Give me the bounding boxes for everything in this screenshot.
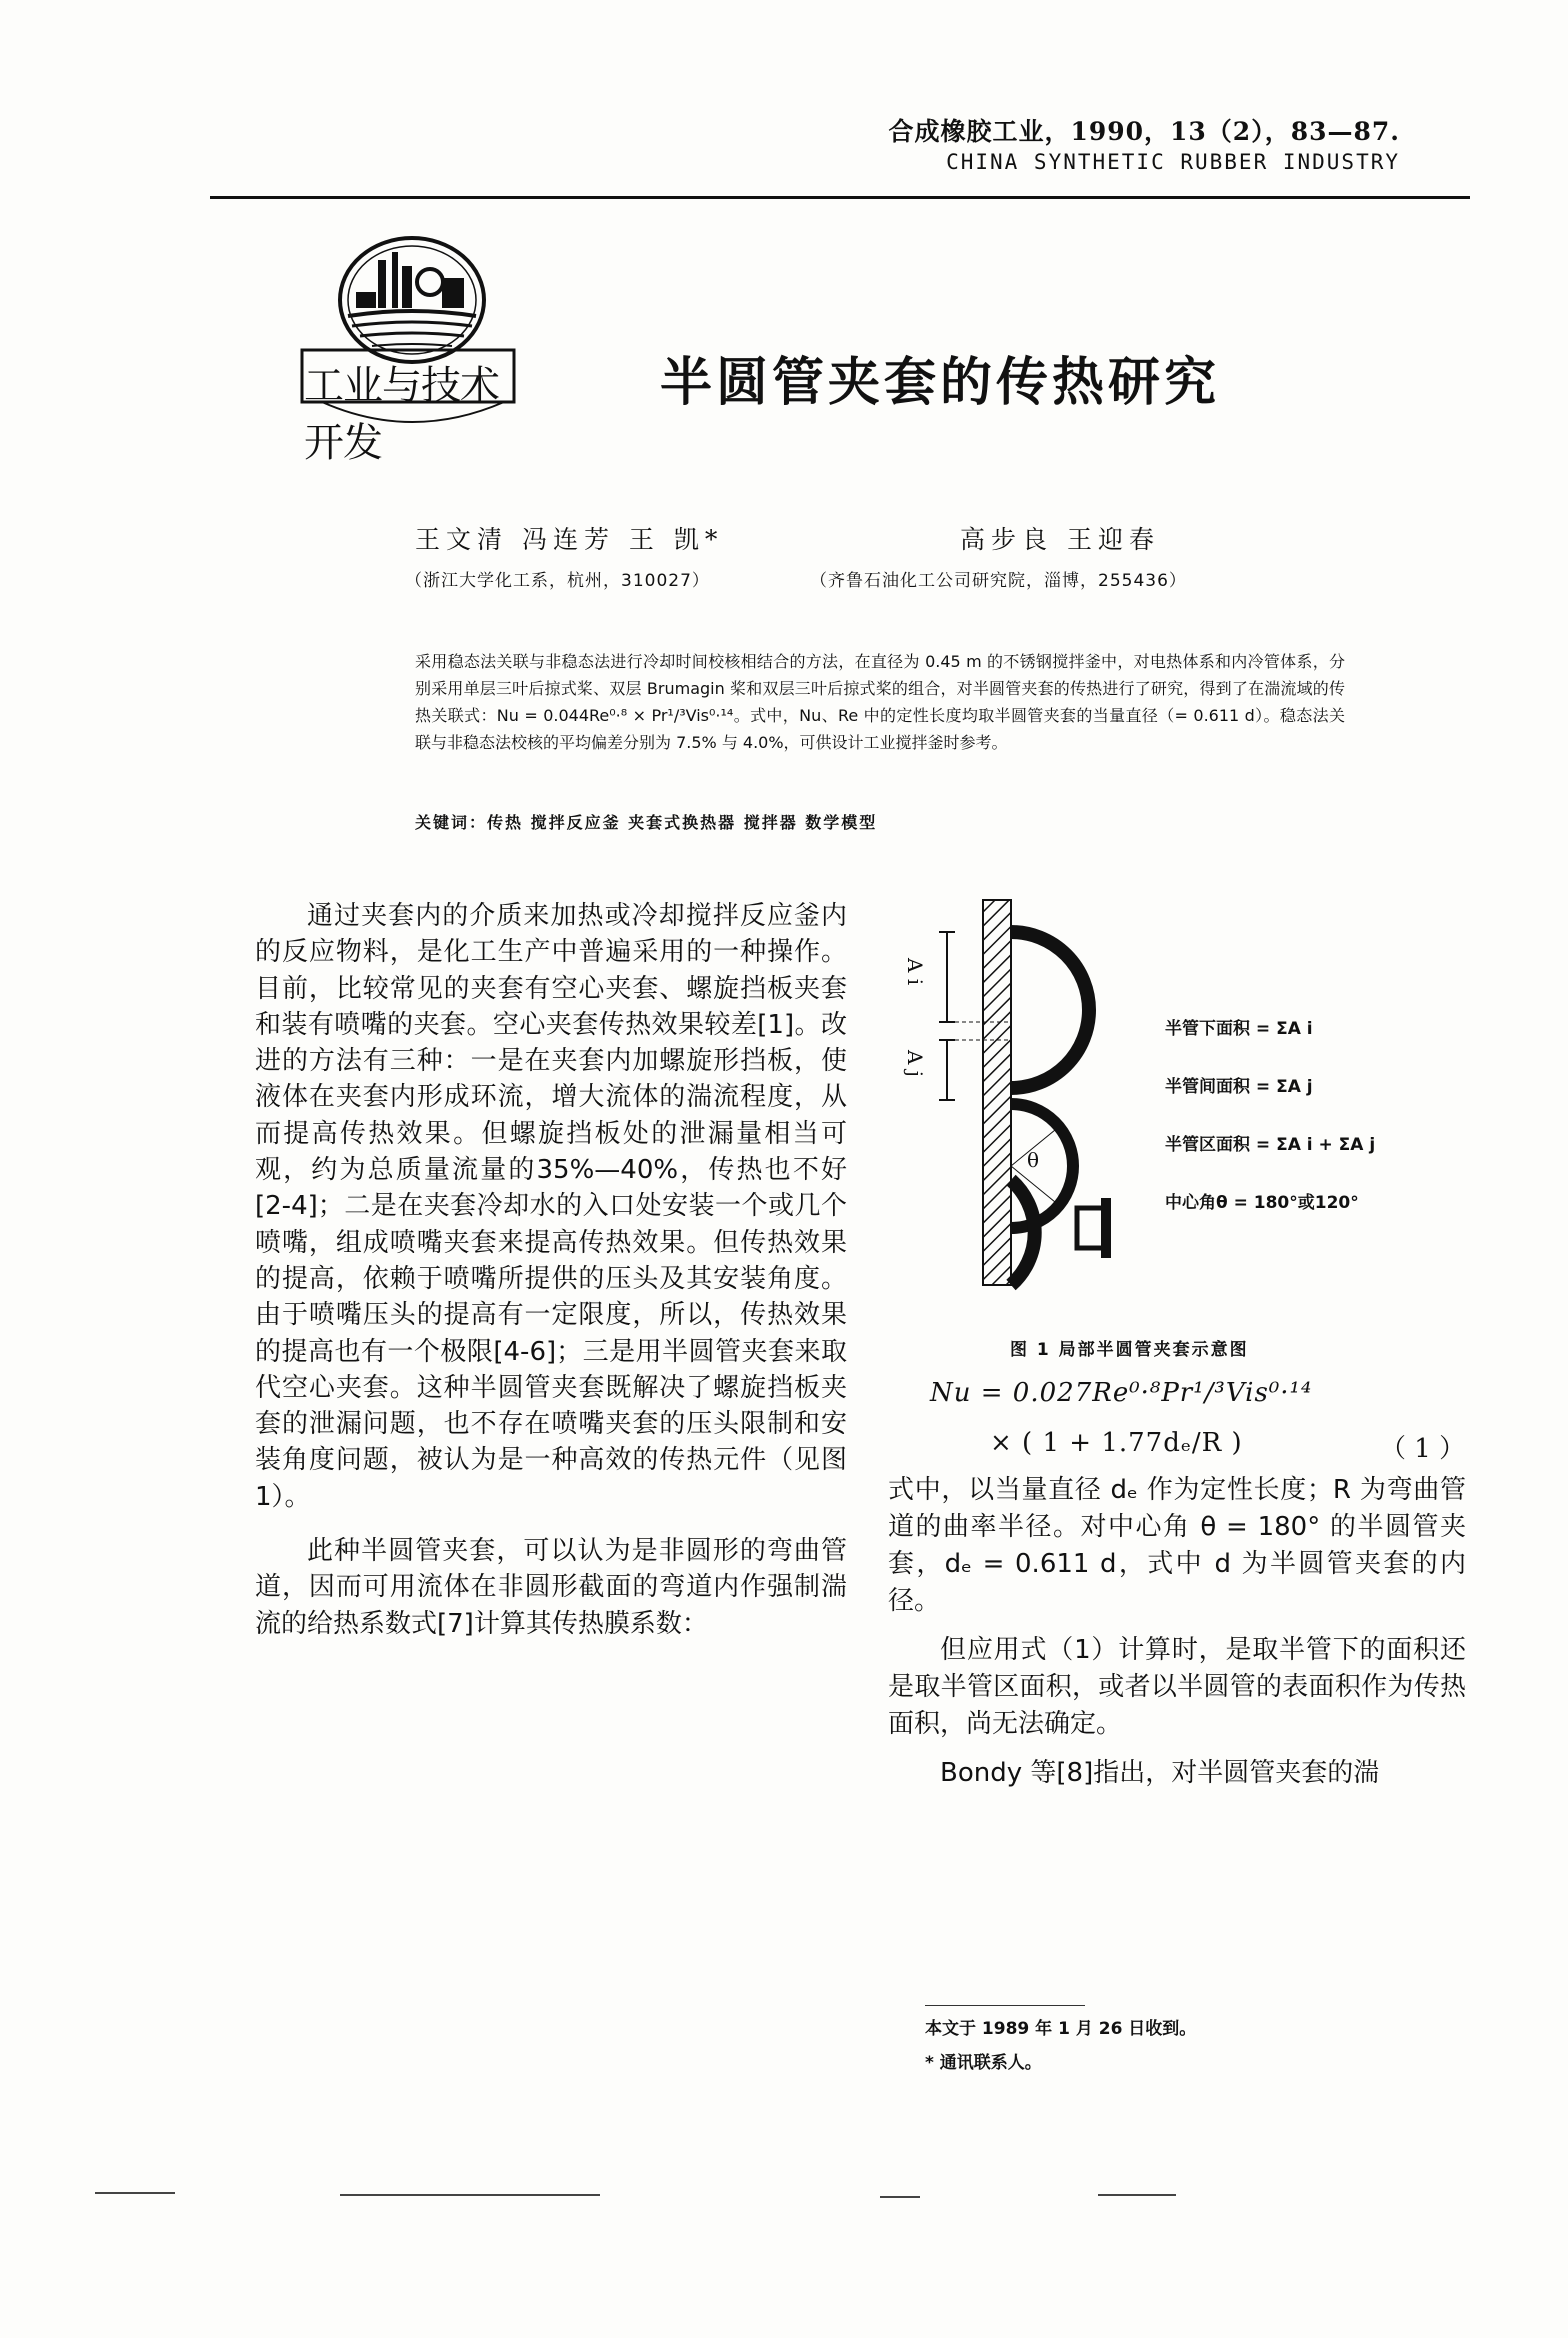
journal-english-name: CHINA SYNTHETIC RUBBER INDUSTRY: [946, 150, 1400, 174]
label-area-i: A i: [903, 958, 927, 986]
figure-caption: 图 1 局部半圆管夹套示意图: [1010, 1340, 1249, 1360]
column-logo: [282, 232, 532, 466]
paragraph-area-question: 但应用式（1）计算时，是取半管下的面积还是取半管区面积，或者以半圆管的表面积作为传热面积，尚无法确定。: [888, 1635, 1466, 1739]
column-label: 工业与技术开发: [304, 363, 499, 466]
figure-1: [905, 890, 1465, 1310]
keywords: 关键词：传热 搅拌反应釜 夹套式换热器 搅拌器 数学模型: [415, 813, 878, 832]
equation-number: （ 1 ）: [1380, 1434, 1466, 1464]
scan-mark: [95, 2192, 175, 2194]
paper-title: 半圆管夹套的传热研究: [660, 353, 1221, 413]
paragraph-intro: 通过夹套内的介质来加热或冷却搅拌反应釜内的反应物料，是化工生产中普遍采用的一种操作。目前，比较常见的夹套有空心夹套、螺旋挡板夹套和装有喷嘴的夹套。空心夹套传热效果较差[1]。改进的方法有三种：一是在夹套内加螺旋形挡板，使液体在夹套内形成环流，增大流体的湍流程度，从而提高传热效果。但螺旋挡板处的泄漏量相当可观，约为总质量流量的35%—40%，传热也不好[2-4]；二是在夹套冷却水的入口处安装一个或几个喷嘴，组成喷嘴夹套来提高传热效果。但传热效果的提高，依赖于喷嘴所提供的压头及其安装角度。由于喷嘴压头的提高有一定限度，所以，传热效果的提高也有一个极限[4-6]；三是用半圆管夹套来取代空心夹套。这种半圆管夹套既解决了螺旋挡板夹套的泄漏问题，也不存在喷嘴夹套的压头限制和安装角度问题，被认为是一种高效的传热元件（见图 1）。: [255, 901, 847, 1512]
authors-group-2: 高步良 王迎春: [960, 525, 1160, 554]
footnote-contact: * 通讯联系人。: [925, 2053, 1042, 2073]
authors-group-1: 王文清 冯连芳 王 凯*: [415, 525, 724, 554]
equation-line-2: × ( 1 + 1.77dₑ/R ): [990, 1428, 1243, 1458]
affiliation-2: （齐鲁石油化工公司研究院，淄博，255436）: [810, 571, 1187, 591]
affiliation-1: （浙江大学化工系，杭州，310027）: [405, 571, 710, 591]
scan-mark: [880, 2196, 920, 2198]
left-column-body: [255, 898, 847, 1642]
legend-central-angle: 中心角θ = 180°或120°: [1165, 1193, 1359, 1213]
journal-citation: 合成橡胶工业，1990，13（2），83—87.: [888, 117, 1400, 146]
scan-mark: [340, 2194, 600, 2196]
scan-mark: [1098, 2194, 1176, 2196]
paragraph-formula-lead: 此种半圆管夹套，可以认为是非圆形的弯曲管道，因而可用流体在非圆形截面的弯道内作强制湍流的给热系数式[7]计算其传热膜系数：: [255, 1536, 847, 1639]
label-area-j: A j: [903, 1050, 927, 1078]
legend-under-pipe-area: 半管下面积 = ΣA i: [1165, 1019, 1313, 1039]
right-column-body: [888, 1472, 1466, 1792]
figure-legend: [1165, 1000, 1375, 1232]
legend-between-pipe-area: 半管间面积 = ΣA j: [1165, 1077, 1313, 1097]
equation-line-1: Nu = 0.027Re⁰·⁸Pr¹/³Vis⁰·¹⁴: [930, 1378, 1313, 1408]
paragraph-bondy: Bondy 等[8]指出，对半圆管夹套的湍: [940, 1758, 1380, 1788]
footnote-received: 本文于 1989 年 1 月 26 日收到。: [925, 2019, 1197, 2039]
header-rule: [210, 196, 1470, 199]
label-theta: θ: [1027, 1148, 1040, 1172]
abstract: 采用稳态法关联与非稳态法进行冷却时间校核相结合的方法，在直径为 0.45 m 的不锈钢搅拌釜中，对电热体系和内冷管体系，分别采用单层三叶后掠式桨、双层 Brumagin 桨和双层三叶后掠式桨的组合，对半圆管夹套的传热进行了研究，得到了在湍流域的传热关联式：Nu = 0.044Re⁰·⁸ × Pr¹/³Vis⁰·¹⁴。式中，Nu、Re 中的定性长度均取半圆管夹套的当量直径（= 0.611 d）。稳态法关联与非稳态法校核的平均偏差分别为 7.5% 与 4.0%，可供设计工业搅拌釜时参考。: [415, 652, 1345, 752]
footnote-rule: [925, 2005, 1085, 2006]
paragraph-equivalent-diameter: 式中，以当量直径 dₑ 作为定性长度；R 为弯曲管道的曲率半径。对中心角 θ = 180° 的半圆管夹套，dₑ = 0.611 d，式中 d 为半圆管夹套的内径。: [888, 1475, 1466, 1616]
legend-pipe-zone-area: 半管区面积 = ΣA i + ΣA j: [1165, 1135, 1376, 1155]
